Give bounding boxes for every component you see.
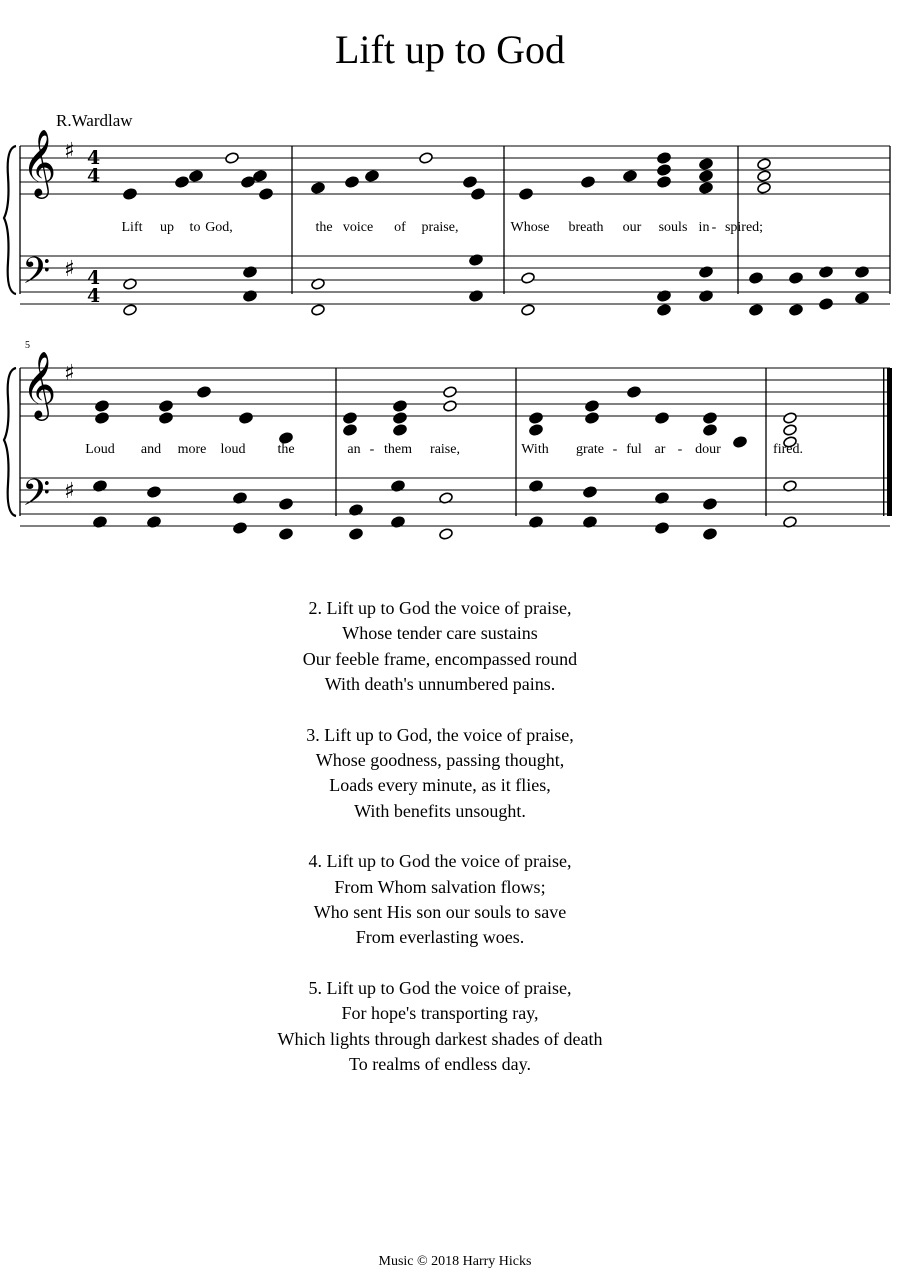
note-head <box>439 528 454 541</box>
verses <box>0 596 880 1103</box>
note-head <box>521 304 536 317</box>
note-head <box>311 182 326 195</box>
lyric-syllable: fired. <box>773 442 803 457</box>
note-head <box>345 176 360 189</box>
note-head <box>583 486 598 499</box>
svg-text:♯: ♯ <box>64 257 75 282</box>
lyric-syllable: - <box>612 442 618 457</box>
svg-text:𝄞: 𝄞 <box>22 350 57 418</box>
svg-text:𝄢: 𝄢 <box>22 250 51 301</box>
verse-line: 4. Lift up to God the voice of praise, <box>308 851 572 872</box>
lyric-syllable: loud <box>220 442 246 457</box>
note-head <box>657 152 672 165</box>
note-head <box>783 424 798 437</box>
note-head <box>749 272 764 285</box>
note-head <box>393 424 408 437</box>
note-head <box>349 528 364 541</box>
note-head <box>855 292 870 305</box>
clefs <box>22 128 56 523</box>
verse-line: Whose tender care sustains <box>342 623 538 644</box>
svg-text:♯: ♯ <box>64 139 75 164</box>
verse-line: Loads every minute, as it flies, <box>329 775 551 796</box>
svg-text:𝄢: 𝄢 <box>22 472 51 523</box>
verse-line: Which lights through darkest shades of death <box>277 1028 603 1049</box>
svg-text:4: 4 <box>87 147 101 169</box>
note-head <box>529 412 544 425</box>
lyric-syllable: - <box>677 442 683 457</box>
note-head <box>699 182 714 195</box>
lyric-syllable: grate <box>576 442 604 457</box>
verse-line: With death's unnumbered pains. <box>324 674 556 695</box>
note-head <box>175 176 190 189</box>
note-head <box>623 170 638 183</box>
verse-line: With benefits unsought. <box>354 800 526 821</box>
note-head <box>757 170 772 183</box>
note-head <box>343 412 358 425</box>
note-head <box>519 188 534 201</box>
note-head <box>311 304 326 317</box>
note-head <box>703 498 718 511</box>
note-head <box>657 304 672 317</box>
note-head <box>253 170 268 183</box>
note-head <box>241 176 256 189</box>
page-title: Lift up to God <box>335 27 565 72</box>
verse <box>0 723 880 825</box>
lyric-syllable: breath <box>568 220 604 235</box>
lyric-syllable: our <box>622 220 642 235</box>
final-barline <box>883 368 892 516</box>
barlines <box>20 146 890 516</box>
note-head <box>95 400 110 413</box>
note-head <box>189 170 204 183</box>
svg-text:4: 4 <box>87 267 101 289</box>
note-head <box>757 158 772 171</box>
note-head <box>197 386 212 399</box>
note-head <box>789 304 804 317</box>
lyric-syllable: God, <box>205 220 233 235</box>
staff-lines <box>20 146 890 526</box>
note-head <box>655 522 670 535</box>
lyric-syllable: souls <box>658 220 688 235</box>
lyric-syllable: the <box>315 220 333 235</box>
verse-line: 5. Lift up to God the voice of praise, <box>308 977 572 998</box>
lyric-syllable: - <box>369 442 375 457</box>
copyright-footer: Music © 2018 Harry Hicks <box>378 1254 532 1269</box>
lyric-syllable: up <box>160 220 174 235</box>
verse-line: From Whom salvation flows; <box>334 876 546 897</box>
lyric-syllable: voice <box>342 220 374 235</box>
lyric-syllable: the <box>277 442 295 457</box>
verse <box>0 976 880 1078</box>
lyric-syllable: ar <box>654 442 666 457</box>
verse-line: For hope's transporting ray, <box>341 1003 539 1024</box>
lyric-syllable: of <box>394 220 406 235</box>
note-head <box>521 272 536 285</box>
svg-text:♯: ♯ <box>64 479 75 504</box>
note-head <box>699 170 714 183</box>
note-head <box>657 176 672 189</box>
note-head <box>529 424 544 437</box>
note-head <box>147 486 162 499</box>
verse <box>0 596 880 698</box>
note-head <box>159 412 174 425</box>
note-head <box>819 298 834 311</box>
note-head <box>585 412 600 425</box>
verse-line: Our feeble frame, encompassed round <box>302 648 578 669</box>
lyric-syllable: ful <box>626 442 642 457</box>
lyric-syllable: praise, <box>421 220 459 235</box>
note-head <box>123 188 138 201</box>
lyric-syllable: more <box>177 442 207 457</box>
note-head <box>789 272 804 285</box>
note-head <box>239 412 254 425</box>
svg-text:𝄞: 𝄞 <box>22 128 57 196</box>
note-head <box>703 424 718 437</box>
lyric-syllable: an <box>347 442 361 457</box>
lyric-syllable: With <box>521 442 549 457</box>
lyric-syllable: - <box>711 220 717 235</box>
lyric-syllable: Lift <box>121 220 143 235</box>
lyric-syllable: and <box>140 442 162 457</box>
lyric-syllable: dour <box>695 442 721 457</box>
note-head <box>365 170 380 183</box>
note-head <box>657 164 672 177</box>
note-head <box>279 498 294 511</box>
note-head <box>471 188 486 201</box>
note-head <box>443 386 458 399</box>
note-head <box>463 176 478 189</box>
note-head <box>279 528 294 541</box>
svg-text:4: 4 <box>87 165 101 187</box>
author-credit: R.Wardlaw <box>56 111 133 130</box>
note-head <box>733 436 748 449</box>
lyric-syllable: raise, <box>430 442 460 457</box>
note-head <box>703 528 718 541</box>
note-head <box>123 304 138 317</box>
note-head <box>749 304 764 317</box>
note-head <box>443 400 458 413</box>
verse-line: 2. Lift up to God the voice of praise, <box>308 598 572 618</box>
note-head <box>419 152 434 165</box>
grand-staff-brace <box>4 146 16 516</box>
note-head <box>585 400 600 413</box>
note-head <box>159 400 174 413</box>
note-head <box>233 522 248 535</box>
lyric-syllable: in <box>698 220 710 235</box>
verse <box>0 849 880 951</box>
lyric-syllable: them <box>384 442 412 457</box>
svg-text:♯: ♯ <box>64 361 75 386</box>
lyric-syllable: Loud <box>85 442 115 457</box>
svg-text:4: 4 <box>87 285 101 307</box>
verse-line: Whose goodness, passing thought, <box>315 750 565 771</box>
note-head <box>783 412 798 425</box>
measure-number: 5 <box>25 340 30 351</box>
note-head <box>757 182 772 195</box>
notes <box>93 152 870 541</box>
verse-line: 3. Lift up to God, the voice of praise, <box>306 724 574 745</box>
note-head <box>699 158 714 171</box>
note-head <box>95 412 110 425</box>
note-head <box>627 386 642 399</box>
lyric-syllable: Whose <box>510 220 550 235</box>
note-head <box>259 188 274 201</box>
note-head <box>655 412 670 425</box>
lyric-syllable: spired; <box>724 220 764 235</box>
time-signature <box>87 147 100 307</box>
note-head <box>225 152 240 165</box>
verse-line: Who sent His son our souls to save <box>313 902 567 923</box>
note-head <box>703 412 718 425</box>
note-head <box>343 424 358 437</box>
verse-line: To realms of endless day. <box>348 1054 532 1075</box>
verse-line: From everlasting woes. <box>355 927 525 948</box>
music-score <box>0 0 900 560</box>
note-head <box>393 412 408 425</box>
note-head <box>393 400 408 413</box>
lyric-syllable: to <box>189 220 201 235</box>
note-head <box>581 176 596 189</box>
